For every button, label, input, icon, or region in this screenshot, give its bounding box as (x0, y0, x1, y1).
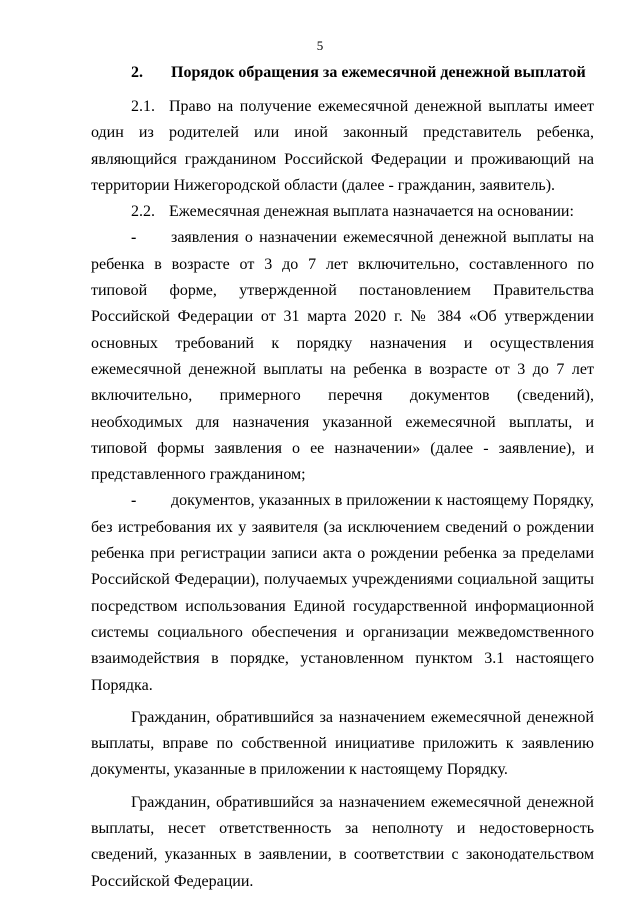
section-number: 2. (131, 64, 143, 81)
dash-marker: - (131, 229, 137, 247)
list-item-application-text: заявления о назначении ежемесячной денежной выплаты на ребенка в возрасте от 3 до 7 лет включительно, составленного по типовой форме, утвержденной постановлением Правительства Российской Федерации от 31 марта 2020 г. № 384 «Об утверждении основных требований к порядку назначения и осуществления ежемесячной денежной выплаты на ребенка в возрасте от 3 до 7 лет включительно, примерного перечня документов (сведений), необходимых для назначения указанной ежемесячной выплаты, и типовой формы заявления о ее назначении» (далее - заявление), и представленного гражданином; (91, 229, 594, 484)
list-item-application (91, 225, 594, 488)
list-item-documents-text: документов, указанных в приложении к настоящему Порядку, без истребования их у заявителя (за исключением сведений о рождении ребенка при регистрации записи акта о рождении ребенка за пределами Российской Федерации), получаемых учреждениями социальной защиты посредством использования Единой государственной информационной системы социального обеспечения и организации межведомственного взаимодействия в порядке, установленном пунктом 3.1 настоящего Порядка. (91, 492, 594, 694)
paragraph-2-2-number: 2.2. (131, 203, 155, 221)
paragraph-2-2-text: Ежемесячная денежная выплата назначается на основании: (169, 203, 574, 221)
section-title: Порядок обращения за ежемесячной денежной выплатой (171, 64, 586, 81)
paragraph-citizen-responsibility: Гражданин, обратившийся за назначением ежемесячной денежной выплаты, несет ответственность за неполноту и недостоверность сведений, указанных в заявлении, в соответствии с законодательством Российской Федерации. (91, 793, 594, 890)
paragraph-citizen-right: Гражданин, обратившийся за назначением ежемесячной денежной выплаты, вправе по собственной инициативе приложить к заявлению документы, указанные в приложении к настоящему Порядку. (91, 708, 594, 779)
dash-marker: - (131, 492, 137, 510)
section-heading (91, 60, 594, 86)
paragraph-2-1 (91, 94, 594, 199)
document-body (91, 60, 594, 895)
page-number: 5 (316, 38, 324, 53)
paragraph-2-1-number: 2.1. (131, 98, 155, 115)
paragraph-2-2 (91, 199, 594, 225)
list-item-documents (91, 488, 594, 698)
paragraph-2-1-text: Право на получение ежемесячной денежной выплаты имеет один из родителей или иной законный представитель ребенка, являющийся гражданином Российской Федерации и проживающий на территории Нижегородской области (далее - гражданин, заявитель). (91, 98, 594, 194)
